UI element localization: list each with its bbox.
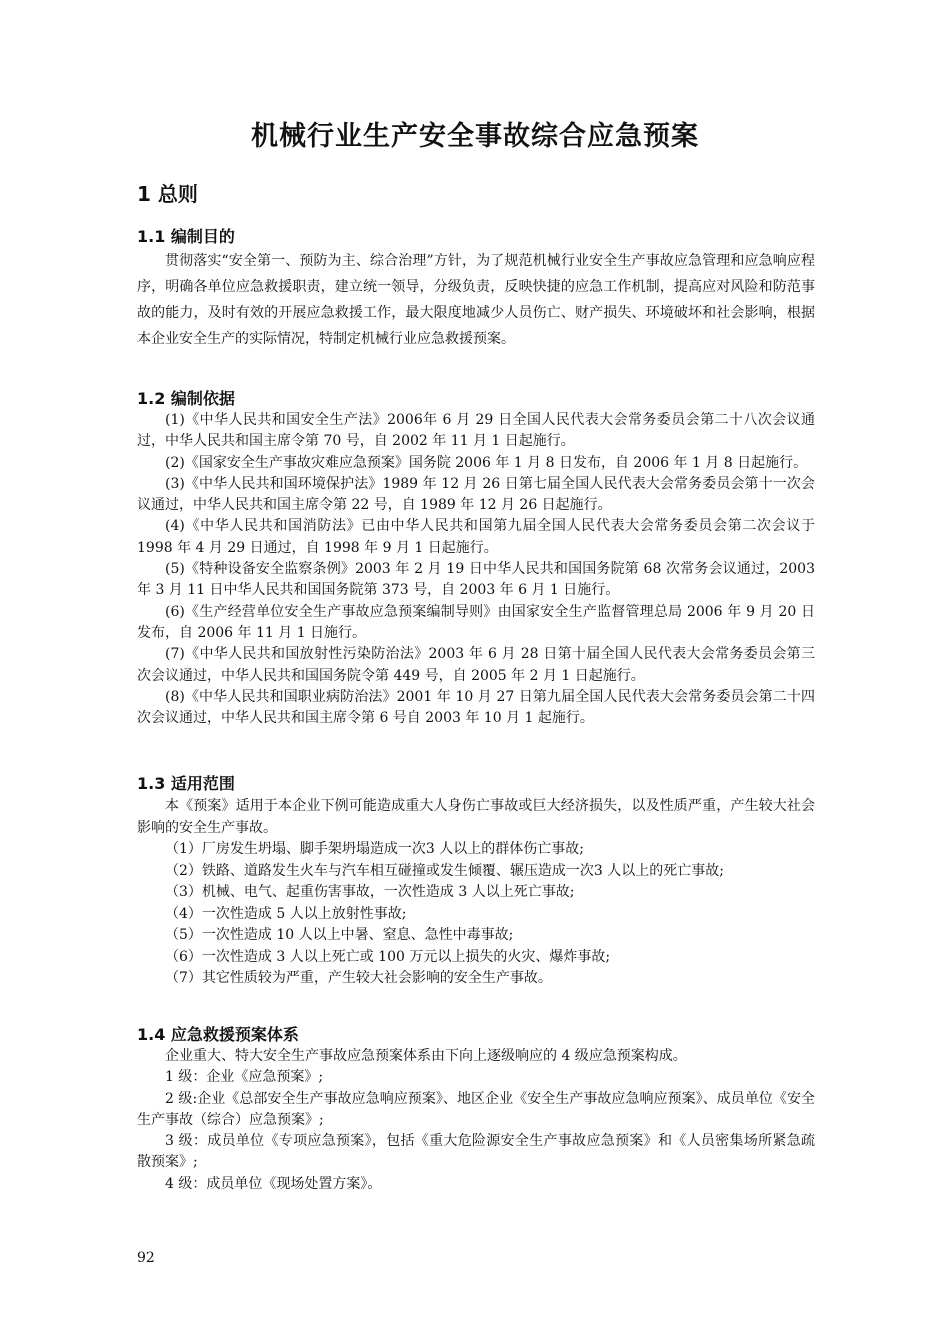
- section-heading-1-4: 1.4 应急救援预案体系: [137, 1025, 299, 1044]
- document-title: 机械行业生产安全事故综合应急预案: [251, 121, 699, 152]
- list-item: (1)《中华人民共和国安全生产法》2006年 6 月 29 日全国人民代表大会常务委员会第二十八次会议通过，中华人民共和国主席令第 70 号，自 2002 年 11 月 1 日起施行。: [137, 412, 815, 450]
- section-heading-1-1: 1.1 编制目的: [137, 227, 235, 246]
- list-item: 企业重大、特大安全生产事故应急预案体系由下向上逐级响应的 4 级应急预案构成。: [165, 1048, 687, 1064]
- list-item: (4)《中华人民共和国消防法》已由中华人民共和国第九届全国人民代表大会常务委员会第二次会议于 1998 年 4 月 29 日通过，自 1998 年 9 月 1 日起施行。: [137, 518, 815, 556]
- list-item: (7)《中华人民共和国放射性污染防治法》2003 年 6 月 28 日第十届全国人民代表大会常务委员会第三次会议通过，中华人民共和国国务院令第 449 号，自 2005 年 2 月 1 日起施行。: [137, 646, 815, 684]
- list-item: 3 级：成员单位《专项应急预案》，包括《重大危险源安全生产事故应急预案》和《人员密集场所紧急疏散预案》;: [137, 1133, 815, 1171]
- section-body-1-4: [137, 1046, 815, 1195]
- list-item: 4 级：成员单位《现场处置方案》。: [165, 1175, 382, 1192]
- list-item: （5）一次性造成 10 人以上中暑、窒息、急性中毒事故;: [165, 927, 514, 943]
- list-item: （3）机械、电气、起重伤害事故，一次性造成 3 人以上死亡事故;: [165, 884, 575, 900]
- section-heading-1-2: 1.2 编制依据: [137, 389, 235, 408]
- list-item: （2）铁路、道路发生火车与汽车相互碰撞或发生倾覆、辗压造成一次3 人以上的死亡事故;: [165, 862, 724, 879]
- list-item: 本《预案》适用于本企业下例可能造成重大人身伤亡事故或巨大经济损失，以及性质严重，产生较大社会影响的安全生产事故。: [137, 798, 815, 836]
- section-heading-1-3: 1.3 适用范围: [137, 774, 235, 793]
- list-item: (2)《国家安全生产事故灾难应急预案》国务院 2006 年 1 月 8 日发布，自 2006 年 1 月 8 日起施行。: [165, 454, 808, 471]
- page-number: 92: [137, 1250, 155, 1266]
- list-item: (5)《特种设备安全监察条例》2003 年 2 月 19 日中华人民共和国国务院第 68 次常务会议通过，2003 年 3 月 11 日中华人民共和国国务院第 373 号，自 2003 年 6 月 1 日施行。: [137, 561, 815, 599]
- list-item: （6）一次性造成 3 人以上死亡或 100 万元以上损失的火灾、爆炸事故;: [165, 948, 611, 965]
- list-item: 2 级:企业《总部安全生产事故应急响应预案》、地区企业《安全生产事故应急响应预案》、成员单位《安全生产事故（综合）应急预案》;: [137, 1090, 815, 1128]
- section-body-1-1: [137, 248, 815, 352]
- list-item: 1 级：企业《应急预案》;: [165, 1069, 324, 1086]
- list-item: (6)《生产经营单位安全生产事故应急预案编制导则》由国家安全生产监督管理总局 2006 年 9 月 20 日发布，自 2006 年 11 月 1 日施行。: [137, 603, 815, 641]
- list-item: (8)《中华人民共和国职业病防治法》2001 年 10 月 27 日第九届全国人民代表大会常务委员会第二十四次会议通过，中华人民共和国主席令第 6 号自 2003 年 10 月 1 起施行。: [137, 688, 815, 727]
- section-heading-1: 1 总则: [137, 182, 198, 206]
- section-body-1-3: [137, 796, 815, 990]
- list-item: （4）一次性造成 5 人以上放射性事故;: [165, 905, 407, 922]
- list-item: （1）厂房发生坍塌、脚手架坍塌造成一次3 人以上的群体伤亡事故;: [165, 841, 584, 857]
- list-item: (3)《中华人民共和国环境保护法》1989 年 12 月 26 日第七届全国人民代表大会常务委员会第十一次会议通过，中华人民共和国主席令第 22 号，自 1989 年 12 月 26 日起施行。: [137, 475, 815, 514]
- paragraph: 贯彻落实“安全第一、预防为主、综合治理”方针，为了规范机械行业安全生产事故应急管理和应急响应程序，明确各单位应急救援职责，建立统一领导，分级负责，反映快捷的应急工作机制，提高应对风险和防范事故的能力，及时有效的开展应急救援工作，最大限度地减少人员伤亡、财产损失、环境破坏和社会影响，根据本企业安全生产的实际情况，特制定机械行业应急救援预案。: [137, 253, 815, 347]
- list-item: （7）其它性质较为严重，产生较大社会影响的安全生产事故。: [165, 970, 552, 986]
- section-body-1-2: [137, 410, 815, 729]
